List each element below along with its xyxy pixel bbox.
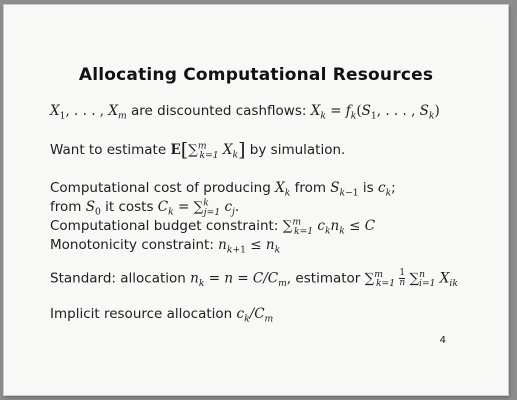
- line-monotonicity: Monotonicity constraint: $n_{k+1} \le n_k$: [50, 237, 281, 256]
- line-budget-constraint: Computational budget constraint: ∑$^m_{k=1}$ $c_kn_k \le C$: [50, 216, 376, 237]
- line-cost-from-s0: from $S_0$ it costs $C_k = \sum^k_{j=1}$ $c_j$.: [50, 197, 240, 218]
- line-implicit-allocation: Implicit resource allocation $c_k/C_m$: [50, 306, 274, 325]
- line-standard-allocation: Standard: allocation $n_k = n = C/C_m$, estimator ∑$^m_{k=1}$ $\frac{1}{n}$ ∑$^n_{i=1}$ $X_{ik}$: [50, 268, 458, 290]
- line-want-to-estimate: Want to estimate E[∑$^m_{k=1}$ $X_k$] by simulation.: [50, 139, 346, 161]
- slide-title: Allocating Computational Resources: [78, 65, 434, 85]
- slide: [4, 5, 508, 395]
- page-number: 4: [439, 335, 446, 346]
- line-discounted-cashflows: $X_1$, . . . , $X_m$ are discounted cashflows: $X_k = f_k(S_1$, . . . , $S_k$): [50, 103, 440, 122]
- line-computational-cost: Computational cost of producing $X_k$ from $S_{k-1}$ is $c_k$;: [50, 180, 396, 199]
